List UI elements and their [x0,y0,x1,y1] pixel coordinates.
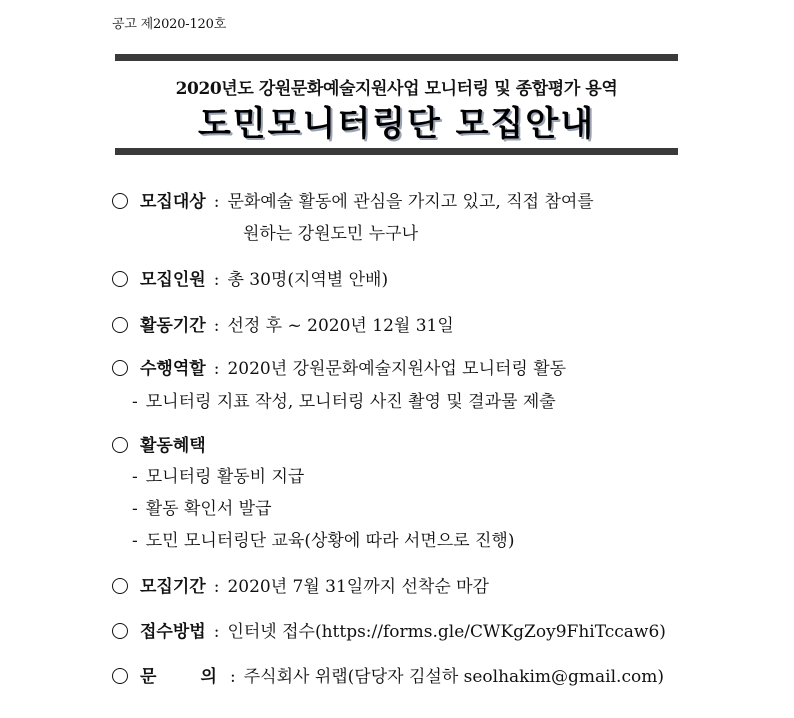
item-text: 총 30명(지역별 안배) [227,270,389,290]
colon: : [230,667,236,687]
document-title: 도민모니터링단 모집안내 [197,104,596,144]
dash: - [132,531,138,551]
colon: : [213,316,220,336]
item-label: 접수방법 [140,622,206,642]
colon: : [213,359,220,379]
colon: : [213,577,220,597]
item-text: 2020년 7월 31일까지 선착순 마감 [227,577,489,597]
item-label: 활동기간 [140,316,206,336]
colon: : [213,270,220,290]
item-benefit-sub [132,494,272,524]
circle-bullet-icon [112,317,128,333]
circle-bullet-icon [112,193,128,209]
item-target-continued: 원하는 강원도민 누구나 [243,224,419,244]
dash: - [132,467,138,487]
item-role-sub [132,387,556,417]
item-deadline [112,572,684,602]
item-contact [112,662,684,692]
contact-label-part1: 문 [140,667,157,687]
item-label: 활동혜택 [140,436,206,456]
colon: : [213,192,220,212]
sub-text: 모니터링 지표 작성, 모니터링 사진 촬영 및 결과물 제출 [145,392,556,412]
item-text: 선정 후 ~ 2020년 12월 31일 [227,316,454,336]
item-count [112,265,684,295]
header-rule-bottom [115,148,678,155]
item-apply [112,617,684,647]
circle-bullet-icon [112,271,128,287]
circle-bullet-icon [112,360,128,376]
colon: : [213,622,220,642]
circle-bullet-icon [112,437,128,453]
item-label [140,662,222,692]
document-subtitle: 2020년도 강원문화예술지원사업 모니터링 및 종합평가 용역 [175,79,618,99]
item-text: 주식회사 위랩(담당자 김설하 seolhakim@gmail.com) [243,667,664,687]
item-text: 2020년 강원문화예술지원사업 모니터링 활동 [227,359,567,379]
item-text: 문화예술 활동에 관심을 가지고 있고, 직접 참여를 [227,192,594,212]
header-rule-top [115,54,678,61]
notice-number: 공고 제2020-120호 [112,17,227,32]
item-label: 모집기간 [140,577,206,597]
item-role [112,354,684,384]
contact-label-part2: 의 [200,667,217,687]
sub-text: 모니터링 활동비 지급 [145,467,305,487]
sub-text: 활동 확인서 발급 [145,499,272,519]
item-benefit-sub [132,462,304,492]
item-label: 수행역할 [140,359,206,379]
sub-text: 도민 모니터링단 교육(상황에 따라 서면으로 진행) [145,531,515,551]
item-label: 모집대상 [140,192,206,212]
circle-bullet-icon [112,623,128,639]
circle-bullet-icon [112,668,128,684]
item-target [112,187,684,217]
circle-bullet-icon [112,578,128,594]
item-benefits [112,431,684,461]
item-period [112,311,684,341]
item-benefit-sub [132,526,514,556]
item-text: 인터넷 접수(https://forms.gle/CWKgZoy9FhiTccaw6) [227,622,666,642]
dash: - [132,499,138,519]
dash: - [132,392,138,412]
item-label: 모집인원 [140,270,206,290]
